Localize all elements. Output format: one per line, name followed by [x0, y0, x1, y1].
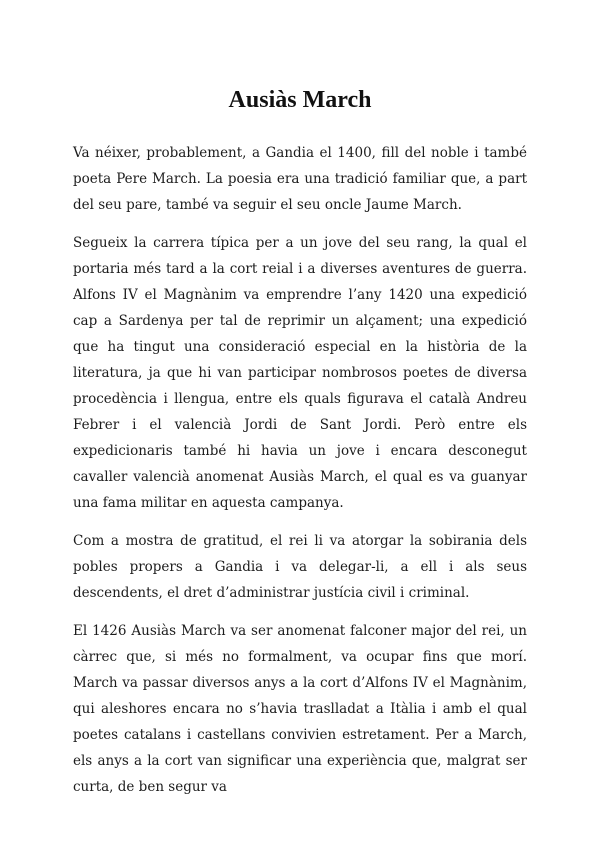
- paragraph-4: El 1426 Ausiàs March va ser anomenat falconer major del rei, un càrrec que, si més no formalment, va ocupar fins que morí. March va passar diversos anys a la cort d’Alfons IV el Magnànim, qui aleshores encara no s’havia traslladat a Itàlia i amb el qual poetes catalans i castellans convivien estretament. Per a March, els anys a la cort van significar una experiència que, malgrat ser curta, de ben segur va: [73, 623, 527, 795]
- document-body: [73, 140, 527, 812]
- paragraph-2: Segueix la carrera típica per a un jove del seu rang, la qual el portaria més tard a la cort reial i a diverses aventures de guerra. Alfons IV el Magnànim va emprendre l’any 1420 una expedició cap a Sardenya per tal de reprimir un alçament; una expedició que ha tingut una consideració especial en la història de la literatura, ja que hi van participar nombrosos poetes de diversa procedència i llengua, entre els quals figurava el català Andreu Febrer i el valencià Jordi de Sant Jordi. Però entre els expedicionaris també hi havia un jove i encara desconegut cavaller valencià anomenat Ausiàs March, el qual es va guanyar una fama militar en aquesta campanya.: [73, 235, 527, 511]
- paragraph-1: Va néixer, probablement, a Gandia el 1400, fill del noble i també poeta Pere March. La poesia era una tradició familiar que, a part del seu pare, també va seguir el seu oncle Jaume March.: [73, 145, 527, 213]
- paragraph-3: Com a mostra de gratitud, el rei li va atorgar la sobirania dels pobles propers a Gandia i va delegar-li, a ell i als seus descendents, el dret d’administrar justícia civil i criminal.: [73, 533, 527, 601]
- page-title: Ausiàs March: [228, 87, 372, 113]
